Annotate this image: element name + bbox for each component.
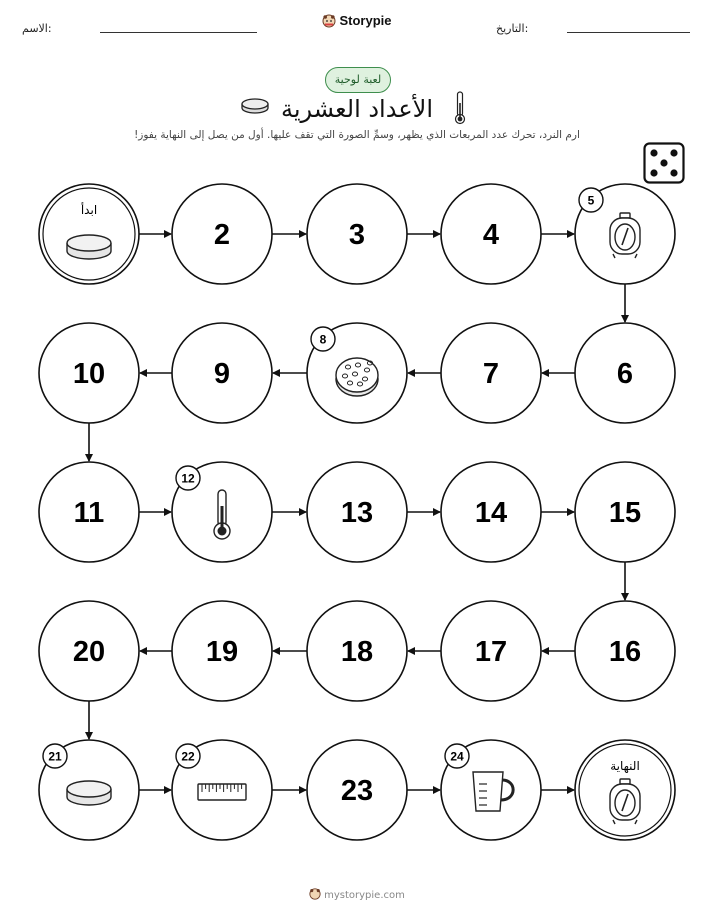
board-cell xyxy=(441,323,541,423)
page-title: الأعداد العشرية xyxy=(280,95,433,123)
board-cell xyxy=(441,462,541,562)
cell-number: 17 xyxy=(474,636,508,668)
board-cell xyxy=(441,184,541,284)
name-label: الاسم: xyxy=(22,22,52,35)
board-cell xyxy=(307,184,407,284)
ruler-icon xyxy=(198,784,246,800)
cookie-icon xyxy=(336,358,378,396)
start-cell xyxy=(39,184,139,284)
cell-number: 12 xyxy=(181,471,195,486)
cell-number: 22 xyxy=(181,749,195,764)
start-label: ابدأ xyxy=(80,203,98,217)
board-cell xyxy=(307,462,407,562)
finish-cell xyxy=(575,740,675,840)
cell-number: 16 xyxy=(608,636,642,668)
footer-url: mystorypie.com xyxy=(324,890,405,901)
board-cell xyxy=(172,740,272,840)
cell-number: 18 xyxy=(340,636,374,668)
cell-number: 8 xyxy=(319,332,327,347)
coin-icon xyxy=(67,781,111,805)
cell-number: 7 xyxy=(482,358,500,390)
board-cell xyxy=(172,323,272,423)
board-cell xyxy=(575,601,675,701)
cell-number: 14 xyxy=(474,497,508,529)
date-label: التاريخ: xyxy=(496,22,529,35)
board-cell xyxy=(307,601,407,701)
board-cell xyxy=(172,601,272,701)
cell-number: 2 xyxy=(213,219,231,251)
cell-number: 5 xyxy=(587,193,595,208)
cell-number: 23 xyxy=(340,775,374,807)
board-cell xyxy=(172,462,272,562)
cell-number: 24 xyxy=(450,749,464,764)
cell-number: 15 xyxy=(608,497,642,529)
coin-icon xyxy=(67,235,111,259)
game-type-badge: لعبة لوحية xyxy=(325,67,391,93)
footer-logo-icon xyxy=(309,888,321,903)
cell-number: 6 xyxy=(616,358,634,390)
board-cell xyxy=(441,601,541,701)
board-cell xyxy=(575,462,675,562)
instructions: ارم النرد، تحرك عدد المربعات الذي يظهر، وسمِّ الصورة التي تقف عليها. أول من يصل إلى النهاية يفوز! xyxy=(134,129,580,141)
board-cell xyxy=(441,740,541,840)
cell-number: 4 xyxy=(482,219,500,251)
board-cell xyxy=(307,740,407,840)
cell-number: 11 xyxy=(73,497,105,529)
brand-name: Storypie xyxy=(339,13,392,28)
board-cell xyxy=(39,740,139,840)
board-cell xyxy=(39,601,139,701)
cell-number: 21 xyxy=(48,749,62,764)
board-cell xyxy=(575,184,675,284)
cell-number: 20 xyxy=(72,636,106,668)
cell-number: 19 xyxy=(205,636,239,668)
finish-label: النهاية xyxy=(610,759,640,773)
board-cell xyxy=(172,184,272,284)
board-cell xyxy=(575,323,675,423)
cell-number: 10 xyxy=(72,358,106,390)
footer xyxy=(0,888,714,903)
stopwatch-icon xyxy=(610,213,640,258)
board-cell xyxy=(39,323,139,423)
stopwatch-icon xyxy=(610,779,640,824)
board-cell xyxy=(39,462,139,562)
cell-number: 9 xyxy=(213,358,231,390)
cell-number: 3 xyxy=(348,219,366,251)
board-cell xyxy=(307,323,407,423)
cell-number: 13 xyxy=(340,497,374,529)
